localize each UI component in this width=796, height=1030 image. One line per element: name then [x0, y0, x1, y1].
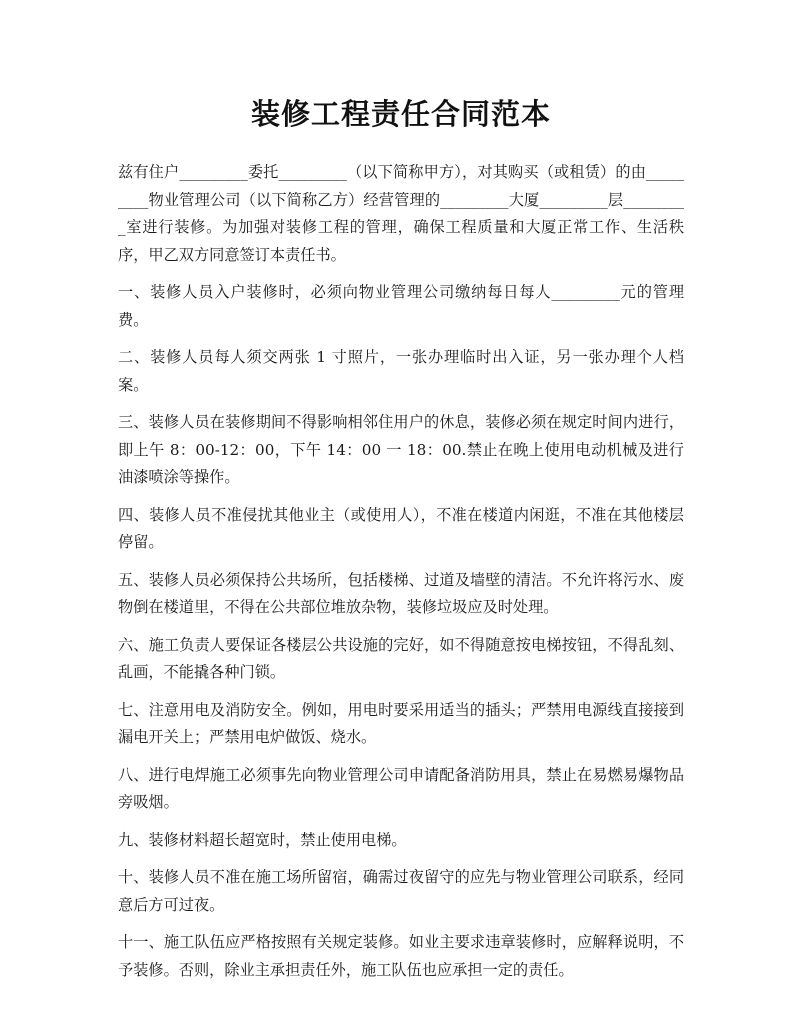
clause-8: 八、进行电焊施工必须事先向物业管理公司申请配备消防用具，禁止在易燃易爆物品旁吸烟。	[118, 765, 684, 811]
clause-9: 九、装修材料超长超宽时，禁止使用电梯。	[118, 830, 407, 849]
clause-6: 六、施工负责人要保证各楼层公共设施的完好，如不得随意按电梯按钮，不得乱刻、乱画，不能撬各种门锁。	[118, 635, 684, 681]
clause-3: 三、装修人员在装修期间不得影响相邻住用户的休息，装修必须在规定时间内进行，即上午 8：00-12：00，下午 14：00 一 18：00.禁止在晚上使用电动机械及进行油漆喷涂等操作。	[118, 413, 684, 486]
clause-4: 四、装修人员不准侵扰其他业主（或使用人），不准在楼道内闲逛，不准在其他楼层停留。	[118, 505, 684, 551]
clause-7: 七、注意用电及消防安全。例如，用电时要采用适当的插头；严禁用电源线直接接到漏电开关上；严禁用电炉做饭、烧水。	[118, 700, 684, 746]
clause-1: 一、装修人员入户装修时，必须向物业管理公司缴纳每日每人_________元的管理费。	[118, 283, 684, 329]
clause-5: 五、装修人员必须保持公共场所，包括楼梯、过道及墙壁的清洁。不允许将污水、废物倒在楼道里，不得在公共部位堆放杂物，装修垃圾应及时处理。	[118, 570, 684, 616]
document-title: 装修工程责任合同范本	[250, 97, 551, 131]
clause-11: 十一、施工队伍应严格按照有关规定装修。如业主要求违章装修时，应解释说明，不予装修。否则，除业主承担责任外，施工队伍也应承担一定的责任。	[118, 933, 684, 979]
clause-10: 十、装修人员不准在施工场所留宿，确需过夜留守的应先与物业管理公司联系，经同意后方可过夜。	[118, 868, 684, 914]
intro-paragraph: 兹有住户_________委托_________（以下简称甲方），对其购买（或租赁）的由_________物业管理公司（以下简称乙方）经营管理的_________大厦_________层_________室进行装修。为加强对装修工程的管理，确保工程质量和大厦正常工作、生活秩序，甲乙双方同意签订本责任书。	[118, 163, 684, 264]
clause-2: 二、装修人员每人须交两张 1 寸照片，一张办理临时出入证，另一张办理个人档案。	[118, 348, 684, 394]
